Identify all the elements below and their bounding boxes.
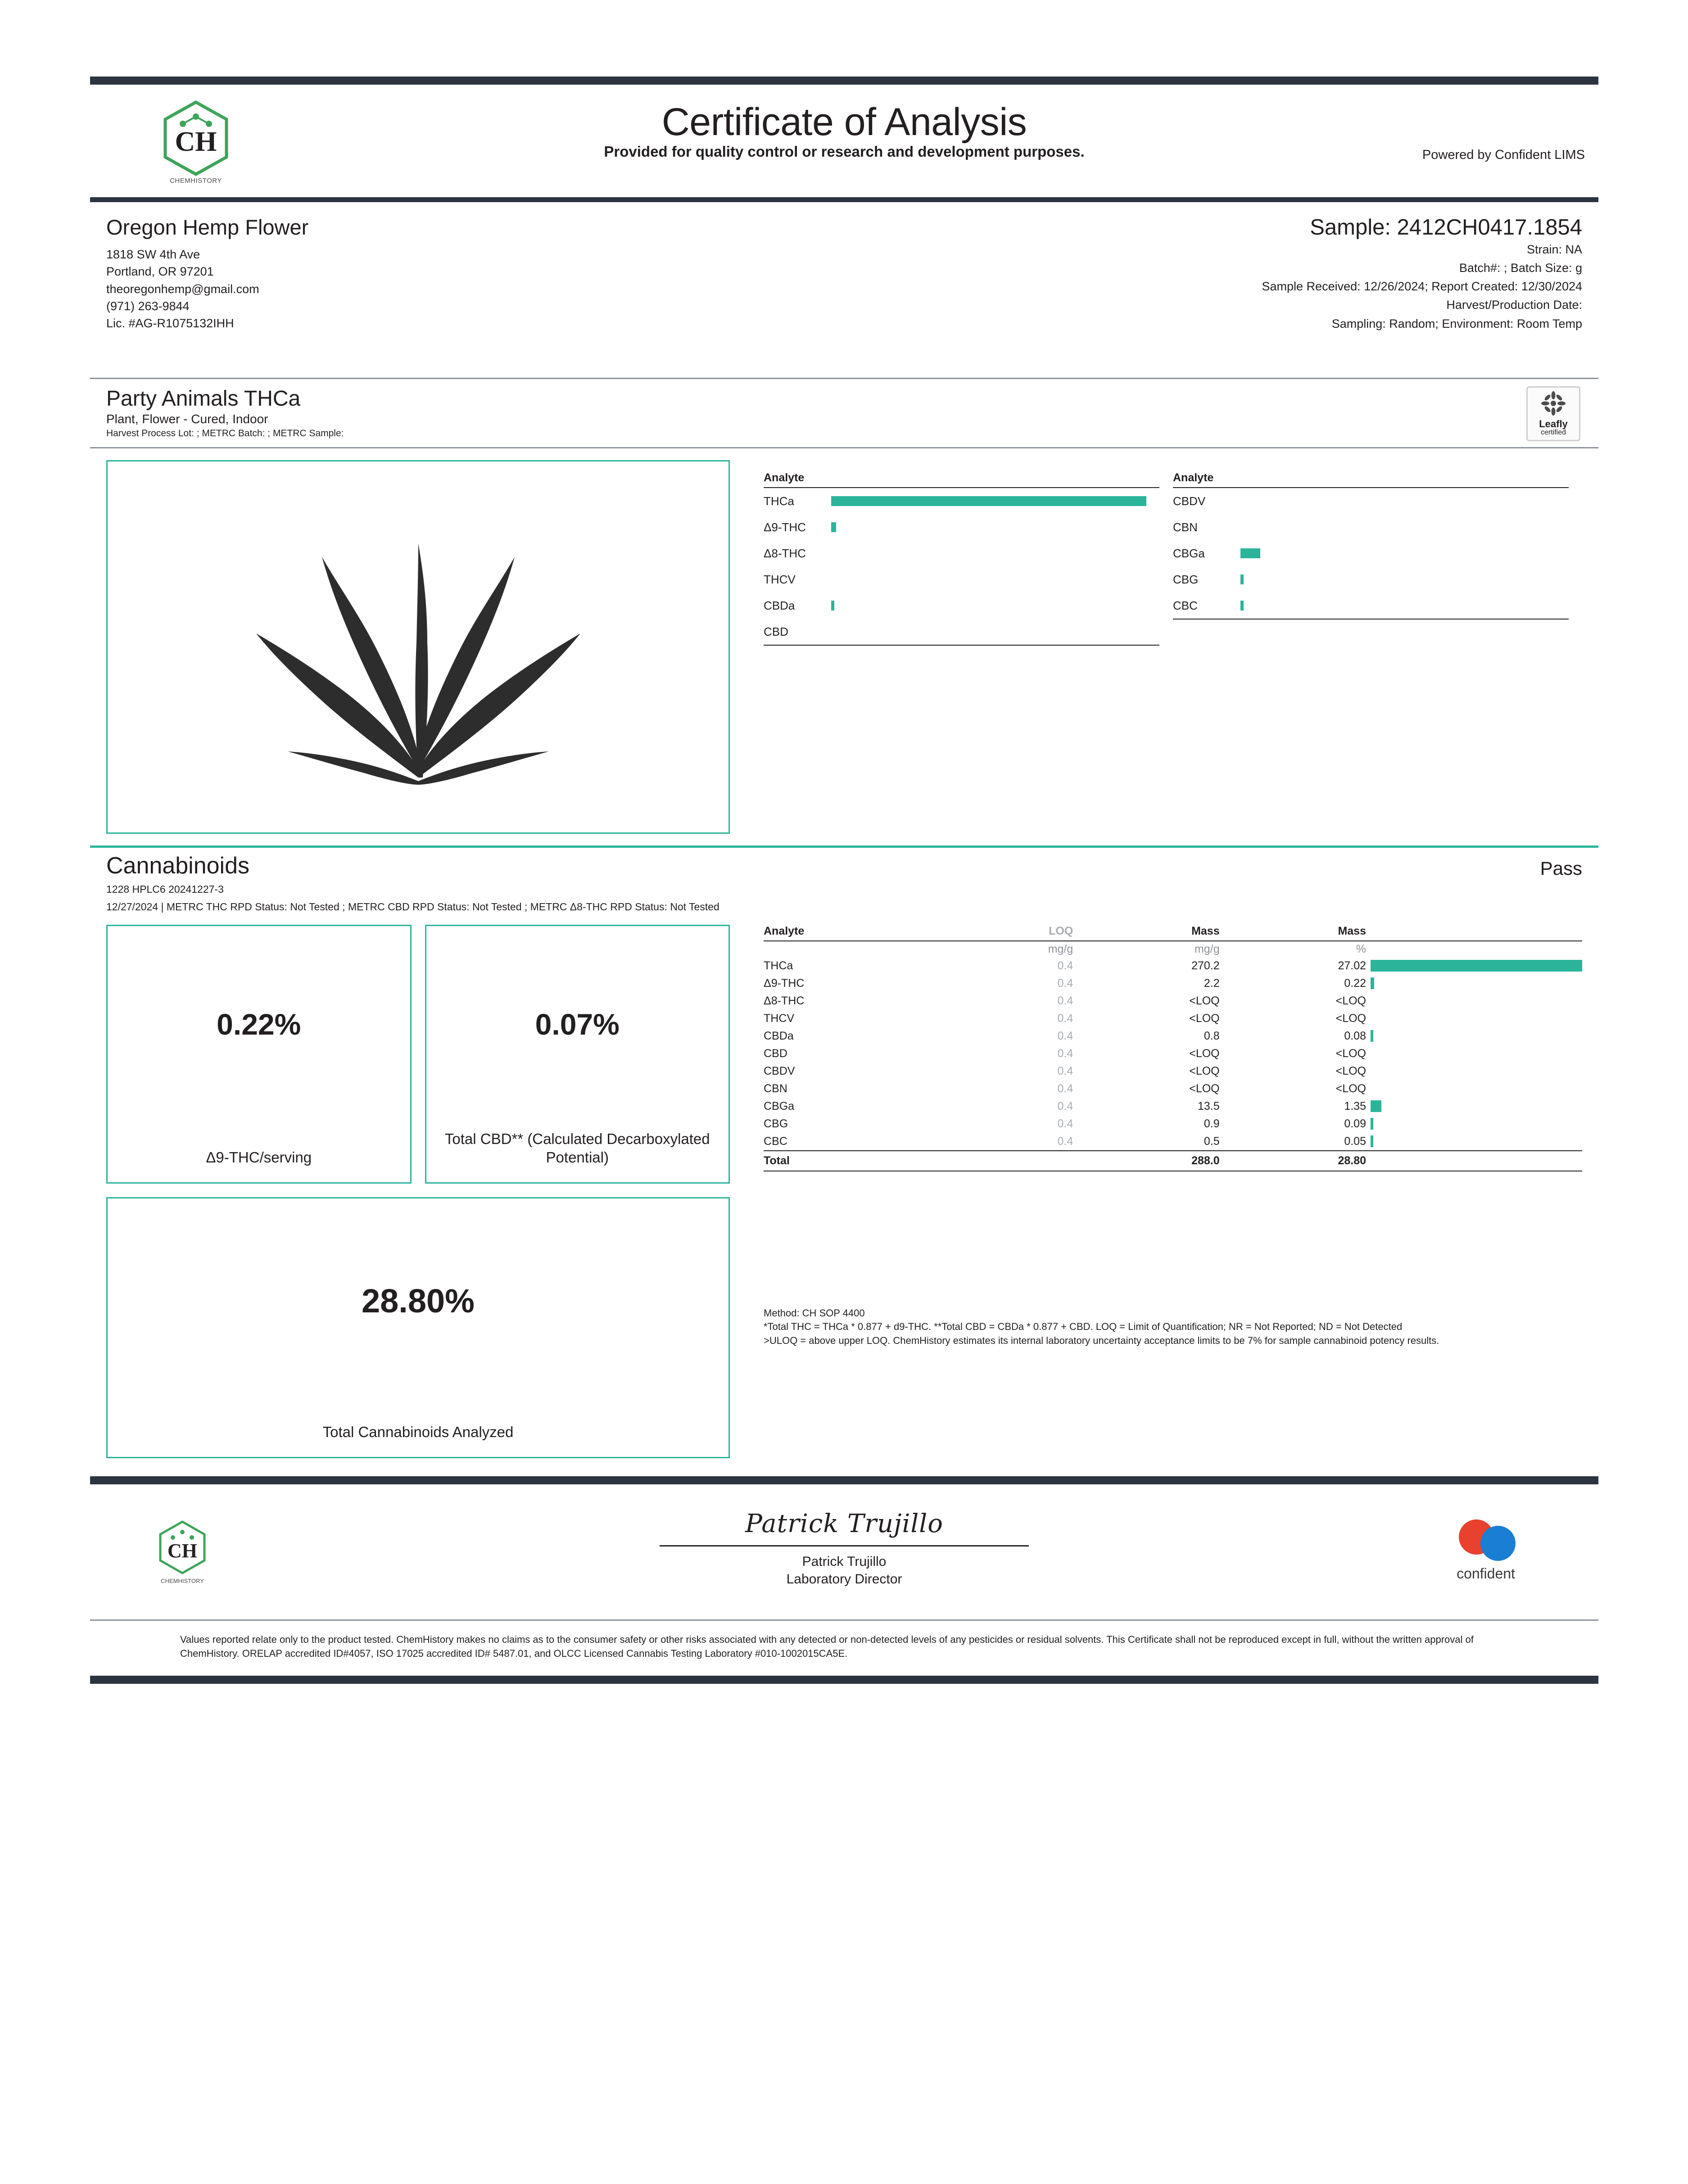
cell-mass-pct: <LOQ bbox=[1335, 1082, 1366, 1095]
table-header-row bbox=[764, 925, 1582, 941]
result-bar-track bbox=[1371, 1013, 1582, 1024]
cell-loq: 0.4 bbox=[1057, 977, 1073, 990]
cell-analyte: CBN bbox=[764, 1082, 787, 1095]
page-title: Certificate of Analysis bbox=[661, 100, 1027, 144]
method-line-2: *Total THC = THCa * 0.877 + d9-THC. **Total CBD = CBDa * 0.877 + CBD. LOQ = Limit of Quantification; NR = Not Reported; ND = Not Detected bbox=[764, 1321, 1403, 1333]
cell-mass-mgg: <LOQ bbox=[1189, 1082, 1220, 1095]
stat-card-total-cannabinoids bbox=[106, 1197, 730, 1458]
signature-line bbox=[660, 1545, 1029, 1546]
total-bar-cell bbox=[1371, 1151, 1582, 1171]
analyte-name: THCV bbox=[764, 572, 796, 586]
analyte-bar-row bbox=[1173, 566, 1569, 592]
bottom-rule bbox=[90, 1676, 1598, 1684]
powered-by-label: Powered by Confident LIMS bbox=[1422, 148, 1585, 162]
table-total-row bbox=[764, 1151, 1582, 1171]
sample-sampling: Sampling: Random; Environment: Room Temp bbox=[1331, 317, 1582, 330]
result-bar bbox=[1371, 1118, 1373, 1130]
signature-block bbox=[90, 1509, 1598, 1588]
sample-harvest: Harvest/Production Date: bbox=[1446, 298, 1582, 312]
col-analyte: Analyte bbox=[764, 925, 954, 941]
section-title: Cannabinoids bbox=[106, 853, 250, 879]
result-bar-track bbox=[1371, 1030, 1582, 1042]
stat-card-thc-serving bbox=[106, 925, 412, 1184]
stat-value: 0.07% bbox=[535, 1007, 620, 1041]
cell-mass-pct: 0.22 bbox=[1344, 977, 1366, 990]
overview-row bbox=[90, 448, 1598, 846]
method-notes bbox=[764, 1307, 1582, 1348]
result-bar-track bbox=[1371, 977, 1582, 989]
cell-bar bbox=[1371, 975, 1582, 992]
page-subtitle: Provided for quality control or research and development purposes. bbox=[604, 143, 1085, 160]
table-head bbox=[764, 925, 1582, 941]
table-units-row bbox=[764, 941, 1582, 957]
cell-analyte: CBGa bbox=[764, 1099, 795, 1112]
client-sample-band bbox=[90, 202, 1598, 378]
analyte-overview-col-1 bbox=[764, 471, 1173, 646]
cell-bar bbox=[1371, 1063, 1582, 1080]
cell-mass-pct: <LOQ bbox=[1335, 1064, 1366, 1077]
cell-mass-mgg: 13.5 bbox=[1197, 1099, 1220, 1112]
cell-analyte: Δ9-THC bbox=[764, 977, 805, 990]
cell-mass-mgg: <LOQ bbox=[1189, 994, 1220, 1007]
cell-bar bbox=[1371, 1098, 1582, 1115]
confident-label: confident bbox=[1457, 1565, 1515, 1582]
stat-label: Total Cannabinoids Analyzed bbox=[322, 1424, 514, 1441]
leafly-certified-badge bbox=[1526, 386, 1580, 441]
table-body bbox=[764, 941, 1582, 1171]
total-label: Total bbox=[764, 1151, 954, 1171]
cell-analyte: CBDV bbox=[764, 1064, 795, 1077]
cannabinoids-meta-2: 12/27/2024 | METRC THC RPD Status: Not Tested ; METRC CBD RPD Status: Not Tested ; METRC Δ8-THC RPD Status: Not Tested bbox=[106, 901, 720, 913]
cell-bar bbox=[1371, 1045, 1582, 1063]
sample-dates: Sample Received: 12/26/2024; Report Created: 12/30/2024 bbox=[1262, 280, 1582, 294]
summary-stats bbox=[106, 925, 730, 1458]
table-row bbox=[764, 1098, 1582, 1115]
stat-row bbox=[106, 925, 730, 1184]
logo-caption: CHEMHISTORY bbox=[161, 1577, 204, 1584]
result-bar-track bbox=[1371, 1135, 1582, 1147]
cell-loq: 0.4 bbox=[1057, 1012, 1073, 1025]
cell-loq: 0.4 bbox=[1057, 994, 1073, 1007]
signature-image: Patrick Trujillo bbox=[745, 1509, 943, 1538]
cell-loq: 0.4 bbox=[1057, 1135, 1073, 1148]
total-mass-pct: 28.80 bbox=[1224, 1151, 1371, 1171]
analyte-bar-row bbox=[764, 592, 1159, 619]
result-bar-track bbox=[1371, 1100, 1582, 1112]
table-row bbox=[764, 1063, 1582, 1080]
client-email: theoregonhemp@gmail.com bbox=[106, 282, 259, 296]
cell-analyte: CBC bbox=[764, 1135, 787, 1148]
product-name: Party Animals THCa bbox=[106, 387, 301, 411]
analyte-bar-track bbox=[831, 627, 1159, 637]
result-bar bbox=[1371, 1030, 1373, 1042]
client-license: Lic. #AG-R1075132IHH bbox=[106, 317, 234, 330]
cell-mass-mgg: 0.8 bbox=[1204, 1029, 1220, 1042]
table-row bbox=[764, 957, 1582, 975]
sample-batch: Batch#: ; Batch Size: g bbox=[1459, 261, 1582, 275]
result-bar-track bbox=[1371, 960, 1582, 972]
unit-cell bbox=[764, 941, 954, 957]
cannabinoid-results-table bbox=[764, 925, 1582, 1171]
cell-mass-pct: <LOQ bbox=[1335, 1012, 1366, 1025]
cell-mass-mgg: <LOQ bbox=[1189, 1012, 1220, 1025]
circle-blue bbox=[1480, 1526, 1516, 1561]
analyte-name: CBDV bbox=[1173, 494, 1206, 508]
signatory-name: Patrick Trujillo bbox=[802, 1554, 887, 1569]
cell-bar bbox=[1371, 1133, 1582, 1151]
cell-loq: 0.4 bbox=[1057, 1082, 1073, 1095]
unit-cell: mg/g bbox=[1195, 942, 1220, 955]
signatory-role: Laboratory Director bbox=[786, 1571, 902, 1587]
analyte-bar bbox=[1240, 548, 1260, 558]
signature-top-rule bbox=[90, 1476, 1598, 1484]
cell-mass-pct: 27.02 bbox=[1338, 959, 1366, 972]
col-mass-pct: Mass bbox=[1224, 925, 1371, 941]
cell-bar bbox=[1371, 1080, 1582, 1098]
title-block bbox=[90, 102, 1598, 160]
cell-analyte: Δ8-THC bbox=[764, 994, 805, 1007]
analyte-overview-col-2 bbox=[1173, 471, 1582, 646]
header-rule bbox=[90, 197, 1598, 202]
result-bar-track bbox=[1371, 995, 1582, 1007]
cannabinoids-body bbox=[106, 925, 1582, 1458]
col-loq: LOQ bbox=[954, 925, 1078, 941]
product-type: Plant, Flower - Cured, Indoor bbox=[106, 412, 268, 426]
total-mass-mgg: 288.0 bbox=[1077, 1151, 1224, 1171]
col-mass-mgg: Mass bbox=[1077, 925, 1224, 941]
analyte-col1-footer-rule bbox=[764, 645, 1159, 646]
analyte-name: CBDa bbox=[764, 598, 795, 612]
result-bar bbox=[1371, 960, 1582, 972]
cell-bar bbox=[1371, 1115, 1582, 1133]
analyte-name: CBD bbox=[764, 624, 788, 638]
analyte-bar-row bbox=[764, 566, 1159, 592]
analyte-bar-track bbox=[831, 601, 1159, 610]
leafly-label: Leafly bbox=[1539, 418, 1568, 430]
unit-cell: mg/g bbox=[1048, 942, 1073, 955]
result-bar-track bbox=[1371, 1048, 1582, 1059]
table-row bbox=[764, 1133, 1582, 1151]
leafly-flower-icon bbox=[1528, 391, 1579, 418]
analyte-bar bbox=[831, 522, 836, 532]
analyte-col2-header: Analyte bbox=[1173, 471, 1569, 488]
cell-mass-mgg: <LOQ bbox=[1189, 1064, 1220, 1077]
unit-cell: % bbox=[1356, 942, 1366, 955]
cell-mass-pct: 0.09 bbox=[1344, 1117, 1366, 1130]
analyte-name: CBN bbox=[1173, 520, 1198, 534]
table-row bbox=[764, 1115, 1582, 1133]
stat-label: Δ9-THC/serving bbox=[206, 1149, 312, 1166]
cannabis-leaf-icon bbox=[193, 489, 643, 805]
sample-summary bbox=[1262, 215, 1582, 333]
table-row bbox=[764, 975, 1582, 992]
total-spacer bbox=[954, 1151, 1078, 1171]
cannabinoids-section bbox=[90, 848, 1598, 1476]
analyte-name: CBG bbox=[1173, 572, 1199, 586]
analyte-overview bbox=[764, 460, 1582, 646]
product-lots: Harvest Process Lot: ; METRC Batch: ; METRC Sample: bbox=[106, 428, 344, 439]
analyte-bar bbox=[831, 496, 1146, 506]
cell-bar bbox=[1371, 1010, 1582, 1027]
analyte-name: CBGa bbox=[1173, 546, 1205, 560]
analyte-bar-row bbox=[1173, 540, 1569, 566]
cell-loq: 0.4 bbox=[1057, 1047, 1073, 1060]
analyte-bar-row bbox=[1173, 514, 1569, 540]
stat-card-total-cbd bbox=[425, 925, 730, 1184]
sample-photo bbox=[106, 460, 730, 834]
status-badge: Pass bbox=[1540, 858, 1582, 879]
cell-bar bbox=[1371, 1027, 1582, 1045]
cell-analyte: THCa bbox=[764, 959, 793, 972]
cell-loq: 0.4 bbox=[1057, 959, 1073, 972]
cell-mass-pct: 0.05 bbox=[1344, 1135, 1366, 1148]
sample-strain: Strain: NA bbox=[1526, 243, 1582, 256]
cell-analyte: CBD bbox=[764, 1047, 787, 1060]
analyte-col1-header: Analyte bbox=[764, 471, 1159, 488]
cell-analyte: THCV bbox=[764, 1012, 795, 1025]
results-panel bbox=[764, 925, 1582, 1458]
svg-text:CH: CH bbox=[175, 127, 217, 157]
confident-logo bbox=[1423, 1516, 1549, 1582]
client-address1: 1818 SW 4th Ave bbox=[106, 248, 200, 261]
col-bar bbox=[1371, 925, 1582, 941]
leafly-sublabel: certified bbox=[1540, 429, 1566, 436]
cell-mass-mgg: 2.2 bbox=[1204, 977, 1220, 990]
result-bar-track bbox=[1371, 1065, 1582, 1077]
disclaimer-text: Values reported relate only to the product tested. ChemHistory makes no claims as to the consumer safety or other risks associated with any detected or non-detected levels of any pesticides or residual solvents. This Certificate shall not be reproduced except in full, without the written approval of ChemHistory. ORELAP accredited ID#4057, ISO 17025 accredited ID# 5487.01, and OLCC Licensed Cannabis Testing Laboratory #010-1002015CA5E. bbox=[180, 1633, 1474, 1659]
cell-mass-pct: <LOQ bbox=[1335, 994, 1366, 1007]
analyte-bar-track bbox=[831, 574, 1159, 584]
result-bar bbox=[1371, 1135, 1373, 1147]
analyte-bar-track bbox=[1240, 601, 1569, 610]
stat-value: 0.22% bbox=[217, 1007, 301, 1041]
coa-sheet bbox=[90, 77, 1598, 1684]
cell-mass-mgg: 0.9 bbox=[1204, 1117, 1220, 1130]
method-line-3: >ULOQ = above upper LOQ. ChemHistory estimates its internal laboratory uncertainty acceptance limits to be 7% for sample cannabinoid potency results. bbox=[764, 1335, 1439, 1347]
analyte-bar bbox=[831, 601, 834, 610]
analyte-bar bbox=[1240, 601, 1244, 610]
analyte-bar-row bbox=[1173, 488, 1569, 514]
analyte-bar-row bbox=[764, 514, 1159, 540]
table-row bbox=[764, 1027, 1582, 1045]
analyte-bar-row bbox=[1173, 592, 1569, 619]
client-address2: Portland, OR 97201 bbox=[106, 265, 214, 279]
cell-loq: 0.4 bbox=[1057, 1099, 1073, 1112]
sample-id: Sample: 2412CH0417.1854 bbox=[1310, 215, 1582, 240]
result-bar bbox=[1371, 977, 1374, 989]
product-band bbox=[90, 379, 1598, 447]
method-line-1: Method: CH SOP 4400 bbox=[764, 1307, 865, 1319]
top-rule bbox=[90, 77, 1598, 85]
cell-loq: 0.4 bbox=[1057, 1029, 1073, 1042]
unit-cell-bar bbox=[1371, 941, 1582, 957]
cell-bar bbox=[1371, 992, 1582, 1010]
analyte-name: Δ8-THC bbox=[764, 546, 806, 560]
document-header bbox=[90, 85, 1598, 197]
result-bar-track bbox=[1371, 1118, 1582, 1130]
analyte-bar-track bbox=[1240, 522, 1569, 532]
result-bar-track bbox=[1371, 1083, 1582, 1094]
table-row bbox=[764, 1045, 1582, 1063]
analyte-bar-track bbox=[1240, 574, 1569, 584]
cell-bar bbox=[1371, 957, 1582, 975]
table-row bbox=[764, 992, 1582, 1010]
cell-mass-pct: 1.35 bbox=[1344, 1099, 1366, 1112]
table-row bbox=[764, 1080, 1582, 1098]
analyte-bar bbox=[1240, 574, 1244, 584]
table-row bbox=[764, 1010, 1582, 1027]
cell-analyte: CBG bbox=[764, 1117, 788, 1130]
analyte-bar-track bbox=[1240, 548, 1569, 558]
analyte-bar-track bbox=[831, 548, 1159, 558]
cell-mass-mgg: 0.5 bbox=[1204, 1135, 1220, 1148]
analyte-bar-track bbox=[1240, 496, 1569, 506]
analyte-name: Δ9-THC bbox=[764, 520, 806, 534]
analyte-name: THCa bbox=[764, 494, 794, 508]
cell-loq: 0.4 bbox=[1057, 1117, 1073, 1130]
cell-loq: 0.4 bbox=[1057, 1064, 1073, 1077]
cell-mass-pct: 0.08 bbox=[1344, 1029, 1366, 1042]
cell-mass-mgg: <LOQ bbox=[1189, 1047, 1220, 1060]
analyte-bar-row bbox=[764, 619, 1159, 645]
confident-circles-icon bbox=[1423, 1516, 1549, 1565]
cell-analyte: CBDa bbox=[764, 1029, 794, 1042]
analyte-bar-row bbox=[764, 540, 1159, 566]
cannabinoids-meta-1: 1228 HPLC6 20241227-3 bbox=[106, 883, 224, 895]
svg-text:CH: CH bbox=[167, 1539, 197, 1562]
signature-band bbox=[90, 1484, 1598, 1619]
analyte-name: CBC bbox=[1173, 598, 1198, 612]
cell-mass-mgg: 270.2 bbox=[1191, 959, 1220, 972]
cell-mass-pct: <LOQ bbox=[1335, 1047, 1366, 1060]
cannabinoids-header bbox=[106, 852, 1582, 879]
client-name: Oregon Hemp Flower bbox=[106, 215, 309, 239]
analyte-bar-row bbox=[764, 488, 1159, 514]
stat-value: 28.80% bbox=[362, 1282, 475, 1320]
client-phone: (971) 263-9844 bbox=[106, 299, 190, 313]
analyte-bar-track bbox=[831, 522, 1159, 532]
result-bar bbox=[1371, 1100, 1381, 1112]
logo-caption: CHEMHISTORY bbox=[170, 177, 222, 185]
stat-label: Total CBD** (Calculated Decarboxylated Potential) bbox=[444, 1130, 710, 1166]
analyte-bar-track bbox=[831, 496, 1159, 506]
